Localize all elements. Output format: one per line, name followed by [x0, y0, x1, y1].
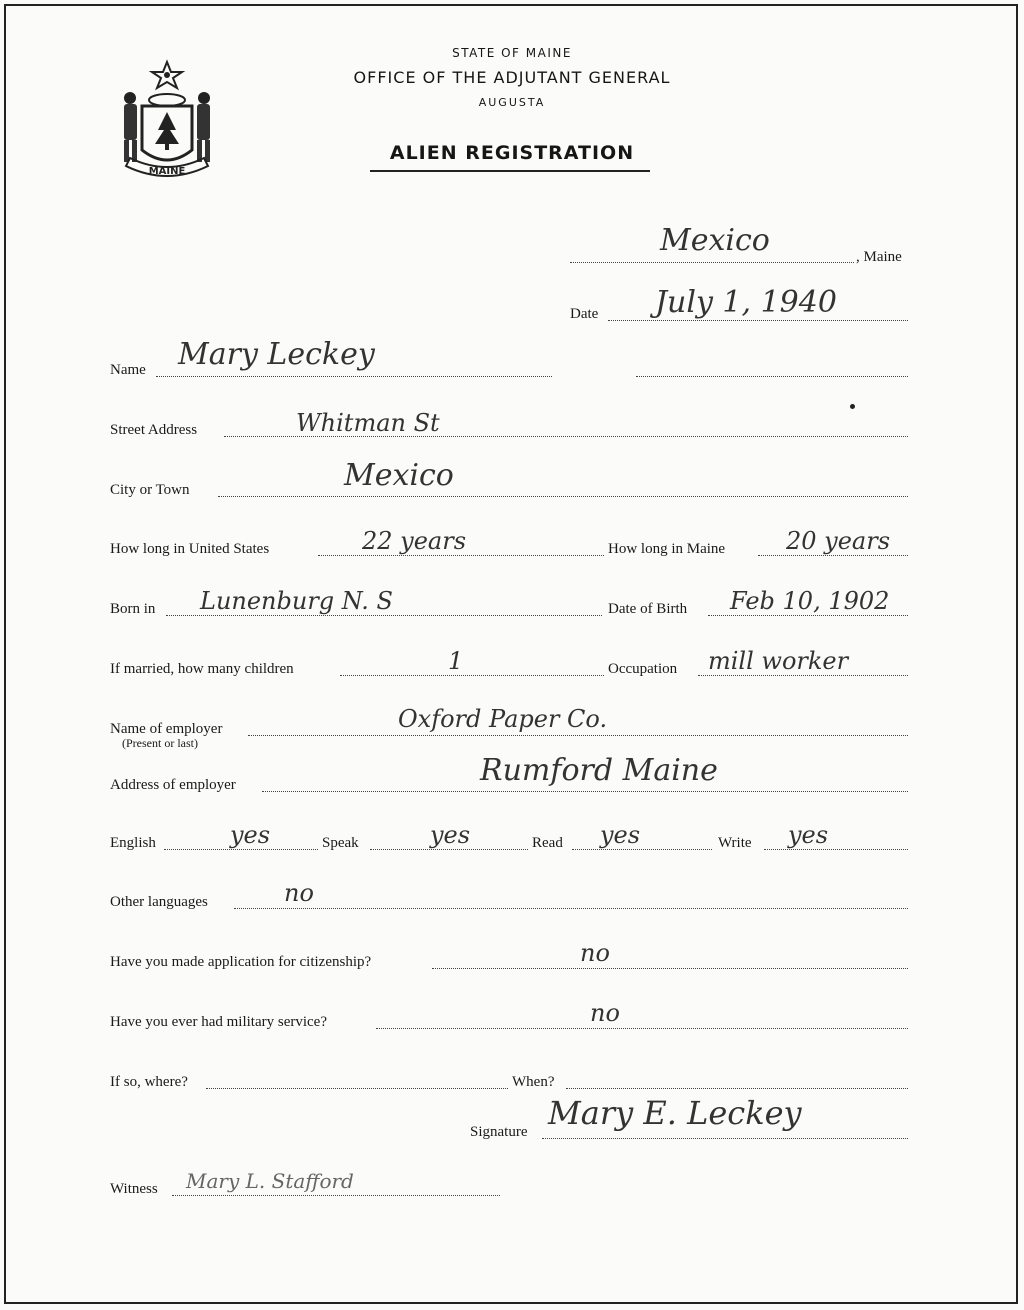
- date-of-birth-label: Date of Birth: [608, 601, 688, 617]
- occupation-value: mill worker: [708, 647, 849, 675]
- if-so-where-label: If so, where?: [110, 1074, 188, 1090]
- citizenship-value: no: [580, 939, 610, 967]
- speak-line: [370, 849, 528, 850]
- ink-speck: [850, 404, 855, 409]
- employer-sublabel: (Present or last): [122, 736, 198, 750]
- name-value: Mary Leckey: [178, 337, 375, 372]
- employer-line: [248, 735, 908, 736]
- street-address-label: Street Address: [110, 422, 198, 438]
- write-label: Write: [718, 835, 752, 851]
- form-title: ALIEN REGISTRATION: [389, 142, 635, 164]
- children-line: [340, 675, 604, 676]
- occupation-line: [698, 675, 908, 676]
- office-heading: OFFICE OF THE ADJUTANT GENERAL: [353, 68, 671, 87]
- employer-value: Oxford Paper Co.: [398, 705, 608, 733]
- write-value: yes: [788, 821, 829, 849]
- born-in-label: Born in: [110, 601, 156, 617]
- children-value: 1: [448, 647, 464, 675]
- military-value: no: [590, 999, 620, 1027]
- employer-label: Name of employer: [110, 721, 223, 737]
- write-line: [764, 849, 908, 850]
- date-label: Date: [570, 306, 599, 322]
- witness-value: Mary L. Stafford: [186, 1169, 354, 1193]
- other-languages-line: [234, 908, 908, 909]
- signature-value: Mary E. Leckey: [548, 1094, 802, 1132]
- how-long-us-line: [318, 555, 604, 556]
- speak-label: Speak: [322, 835, 359, 851]
- occupation-label: Occupation: [608, 661, 678, 677]
- how-long-us-label: How long in United States: [110, 541, 270, 557]
- if-so-where-line: [206, 1088, 508, 1089]
- date-value: July 1, 1940: [655, 285, 837, 320]
- english-line: [164, 849, 318, 850]
- other-languages-value: no: [284, 879, 314, 907]
- employer-address-value: Rumford Maine: [480, 753, 718, 788]
- speak-value: yes: [430, 821, 471, 849]
- citizenship-label: Have you made application for citizenship?: [110, 954, 372, 970]
- date-line: [608, 320, 908, 321]
- title-underline: [370, 170, 650, 172]
- page-border: [4, 4, 1018, 1304]
- name-label: Name: [110, 362, 146, 378]
- when-label: When?: [512, 1074, 555, 1090]
- employer-address-line: [262, 791, 908, 792]
- signature-line: [542, 1138, 908, 1139]
- city-heading: AUGUSTA: [478, 96, 546, 109]
- children-label: If married, how many children: [110, 661, 294, 677]
- city-label: City or Town: [110, 482, 190, 498]
- read-value: yes: [600, 821, 641, 849]
- maine-suffix: , Maine: [856, 249, 902, 265]
- read-label: Read: [532, 835, 563, 851]
- when-line: [566, 1088, 908, 1089]
- citizenship-line: [432, 968, 908, 969]
- english-value: yes: [230, 821, 271, 849]
- born-in-line: [166, 615, 602, 616]
- state-heading: STATE OF MAINE: [452, 46, 572, 60]
- military-label: Have you ever had military service?: [110, 1014, 327, 1030]
- read-line: [572, 849, 712, 850]
- seal-label: MAINE: [148, 166, 186, 177]
- how-long-us-value: 22 years: [362, 527, 467, 555]
- town-value: Mexico: [660, 223, 770, 258]
- witness-label: Witness: [110, 1181, 158, 1197]
- born-in-value: Lunenburg N. S: [200, 587, 393, 615]
- english-label: English: [110, 835, 156, 851]
- city-line: [218, 496, 908, 497]
- date-of-birth-value: Feb 10, 1902: [730, 587, 890, 615]
- how-long-maine-value: 20 years: [786, 527, 891, 555]
- signature-label: Signature: [470, 1124, 528, 1140]
- town-line: [570, 262, 854, 263]
- name-line: [156, 376, 552, 377]
- street-address-value: Whitman St: [296, 409, 440, 437]
- employer-address-label: Address of employer: [110, 777, 236, 793]
- name-line-extension: [636, 376, 908, 377]
- other-languages-label: Other languages: [110, 894, 208, 910]
- military-line: [376, 1028, 908, 1029]
- date-of-birth-line: [708, 615, 908, 616]
- how-long-maine-line: [758, 555, 908, 556]
- witness-line: [172, 1195, 500, 1196]
- how-long-maine-label: How long in Maine: [608, 541, 726, 557]
- city-value: Mexico: [344, 458, 454, 493]
